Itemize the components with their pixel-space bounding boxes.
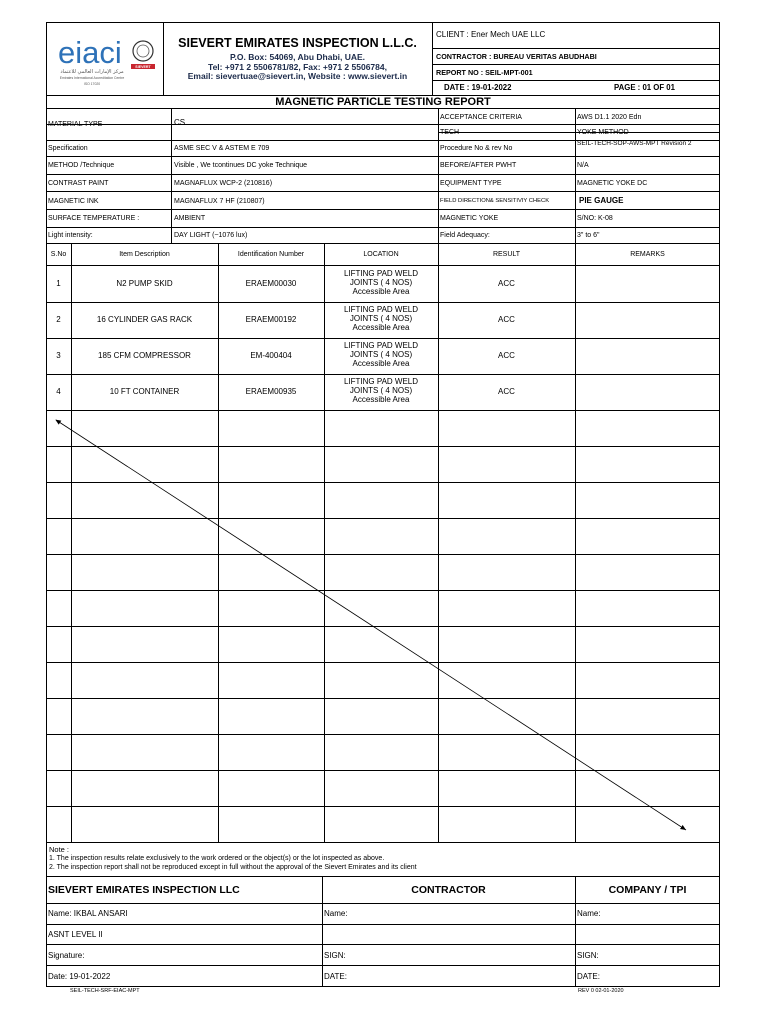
- svg-text:Emirates International Accredi: Emirates International Accreditation Centre: [59, 76, 125, 80]
- info-label: Procedure No & rev No: [440, 145, 513, 152]
- signoff-col3-title: COMPANY / TPI: [608, 884, 687, 896]
- col-header: LOCATION: [363, 251, 399, 258]
- info-label: BEFORE/AFTER PWHT: [440, 162, 517, 169]
- col-header: Item Description: [119, 251, 170, 258]
- info-value: N/A: [577, 162, 589, 169]
- info-label: Light intensity:: [48, 232, 93, 239]
- info-value: Visible , We tcontinues DC yoke Technique: [174, 162, 308, 169]
- company-email: Email: sievertuae@sievert.in, Website : www.sievert.in: [187, 71, 408, 81]
- col-header: REMARKS: [630, 251, 665, 258]
- signoff-col2-title: CONTRACTOR: [411, 884, 486, 896]
- contractor-date-field: DATE:: [324, 972, 347, 981]
- company-date-field: DATE:: [577, 972, 600, 981]
- company-address: P.O. Box: 54069, Abu Dhabi, UAE.: [229, 52, 366, 62]
- note-2: 2. The inspection report shall not be reproduced except in full without the approval of the Sievert Emirates and its client: [49, 864, 417, 871]
- logo-text: eiaci: [58, 35, 122, 70]
- info-label: CONTRAST PAINT: [48, 180, 109, 187]
- info-value: CS: [174, 118, 186, 127]
- info-value: MAGNAFLUX 7 HF (210807): [174, 198, 265, 205]
- info-label: METHOD /Technique: [48, 162, 115, 169]
- notes-title: Note :: [49, 845, 70, 854]
- info-label: EQUIPMENT TYPE: [440, 180, 502, 187]
- info-value: 3" to 6": [577, 232, 600, 239]
- form-code: SEIL-TECH-SRF-EIAC-MPT: [70, 988, 140, 994]
- info-value: PIE GAUGE: [579, 196, 624, 205]
- page-number: PAGE : 01 OF 01: [614, 83, 675, 92]
- info-label: ACCEPTANCE CRITERIA: [440, 114, 522, 121]
- form-revision: REV 0 02-01-2020: [578, 988, 624, 994]
- info-label: Specification: [48, 145, 88, 152]
- company-name: SIEVERT EMIRATES INSPECTION L.L.C.: [178, 36, 417, 50]
- company-phone: Tel: +971 2 5506781/82, Fax: +971 2 5506784,: [208, 62, 387, 72]
- client-field: CLIENT : Ener Mech UAE LLC: [436, 30, 546, 39]
- col-header: RESULT: [492, 251, 521, 258]
- info-label: Field Adequacy:: [440, 232, 490, 239]
- inspector-name: Name: IKBAL ANSARI: [48, 909, 128, 918]
- info-value: SEIL-TECH-SOP-AWS-MPT Revision 2: [577, 140, 692, 147]
- contractor-name-field: Name:: [324, 909, 348, 918]
- info-value: MAGNETIC YOKE DC: [577, 180, 648, 187]
- col-header: Identification Number: [237, 251, 305, 258]
- svg-text:SIEVERT: SIEVERT: [135, 65, 151, 70]
- report-number: REPORT NO : SEIL-MPT-001: [436, 68, 533, 77]
- info-label: MAGNETIC INK: [48, 198, 99, 205]
- company-name-field: Name:: [577, 909, 601, 918]
- info-label: MAGNETIC YOKE: [440, 215, 499, 222]
- note-1: 1. The inspection results relate exclusively to the work ordered or the object(s) or the lot inspected as above.: [49, 855, 385, 862]
- report-date: DATE : 19-01-2022: [444, 83, 512, 92]
- info-value: ASME SEC V & ASTEM E 709: [174, 145, 270, 152]
- info-value: S/NO: K-08: [577, 215, 613, 222]
- info-label: SURFACE TEMPERATURE :: [48, 215, 140, 222]
- col-header: S.No: [50, 251, 67, 258]
- report-sheet: eiaci SIEVERT مركز الإمارات العالمي للاعتماد Emirates International Accreditation Centre ISO 17020 SIEVERT EMIRATES INSPECTION L.L.C. P.O. Box: 54069, Abu Dhabi, UAE. Tel: +971 2 5506781/82, Fax: +971 2 5506784, Email: sievertuae@sievert.in, Website : www.sievert.in CLIENT : Ener Mech UAE LLC CONTRACTOR : BUREAU VERITAS ABUDHABI REPORT NO : SEIL-MPT-001 DATE : 19-01-2022 PAGE : 01 OF 01 MAGNETIC PARTICLE TESTING REPORT MATERIAL TYPE CS ACCEPTANCE CRITERIA AWS D1.1 2020 Edn TECH YOKE METHOD Specification ASME SEC V & ASTEM E 709 Procedure No & rev No SEIL-TECH-SOP-AWS-MPT Revision 2 METHOD /Technique Visible , We tcontinues DC yoke Technique BEFORE/AFTER PWHT N/A CONTRAST PAINT MAGNAFLUX WCP-2 (210816) EQUIPMENT TYPE MAGNETIC YOKE DC MAGNETIC INK MAGNAFLUX 7 HF (210807) FIELD DIRECTION& SENSITIVIY CHECK PIE GAUGE SURFACE TEMPERATURE : AMBIENT MAGNETIC YOKE S/NO: K-08 Light intensity: DAY LIGHT (~1076 lux) Field Adequacy: 3" to 6" S.No Item Description Identification Number LOCATION RESULT REMARKS 1 N2 PUMP SKID ERAEM00030 LIFTING PAD WELD JOINTS ( 4 NOS) Accessible Area ACC 2 16 CYLINDER GAS RACK ERAEM00192 LIFTING PAD WELD JOINTS ( 4 NOS) Accessible Area ACC 3 185 CFM COMPRESSOR EM-400404 LIFTING PAD WELD JOINTS ( 4 NOS) Accessible Area ACC 4 10 FT CONTAINER ERAEM00935 LIFTING PAD WELD JOINTS ( 4 NOS) Accessible Area ACC Note : 1. The inspection results relate exclusively to the work ordered or the object(s) or the lot inspected as above. 2. The inspection report shall not be reproduced except in full without the approval of the Sievert Emirates and its client SIEVERT EMIRATES INSPECTION LLC CONTRACTOR COMPANY / TPI Name: IKBAL ANSARI Name: Name: ASNT LEVEL II Signature: SIGN: SIGN: Date: 19-01-2022 DATE: DATE: SEIL-TECH-SRF-EIAC-MPT REV 0 02-01-2020: [46, 22, 720, 987]
- info-value: AMBIENT: [174, 215, 206, 222]
- contractor-sign-field: SIGN:: [324, 951, 346, 960]
- svg-text:ISO 17020: ISO 17020: [83, 82, 101, 86]
- info-label: MATERIAL TYPE: [48, 121, 103, 128]
- report-title: MAGNETIC PARTICLE TESTING REPORT: [275, 96, 491, 108]
- info-value: MAGNAFLUX WCP-2 (210816): [174, 180, 273, 187]
- inspector-signature: Signature:: [48, 951, 85, 960]
- info-value: DAY LIGHT (~1076 lux): [174, 232, 248, 239]
- company-sign-field: SIGN:: [577, 951, 599, 960]
- contractor-field: CONTRACTOR : BUREAU VERITAS ABUDHABI: [436, 52, 597, 61]
- svg-text:مركز الإمارات العالمي للاعتماد: مركز الإمارات العالمي للاعتماد: [60, 69, 124, 75]
- inspector-level: ASNT LEVEL II: [48, 930, 103, 939]
- signoff-col1-title: SIEVERT EMIRATES INSPECTION LLC: [48, 884, 240, 896]
- cancel-arrow-line: [46, 22, 720, 987]
- info-value: YOKE METHOD: [577, 129, 629, 136]
- info-label: TECH: [440, 129, 460, 136]
- info-label: FIELD DIRECTION& SENSITIVIY CHECK: [440, 198, 550, 204]
- inspector-date: Date: 19-01-2022: [48, 972, 111, 981]
- info-value: AWS D1.1 2020 Edn: [577, 114, 642, 121]
